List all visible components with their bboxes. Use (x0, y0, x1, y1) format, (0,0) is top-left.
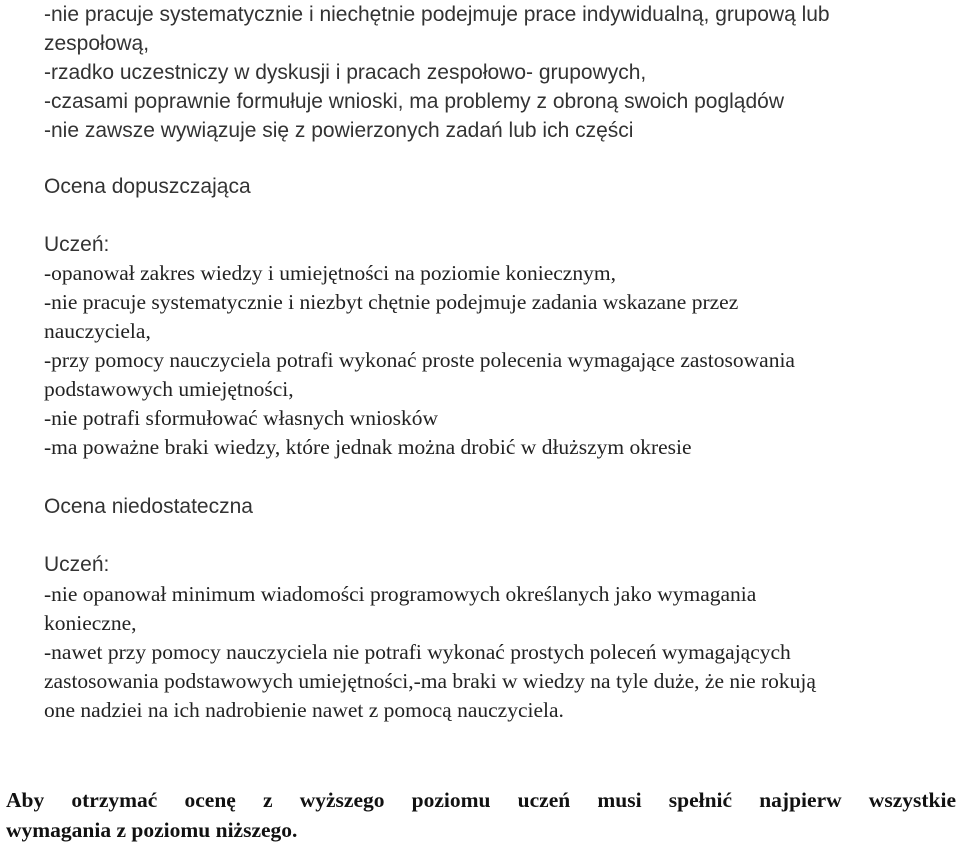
grade-dopuszczajaca-criteria (44, 259, 956, 462)
text-line: -opanował zakres wiedzy i umiejętności na poziomie koniecznym, (44, 261, 616, 285)
grade-niedostateczna-heading (44, 492, 956, 521)
note-line: wymagania z poziomu niższego. (6, 818, 298, 842)
text-line: nauczyciela, (44, 319, 151, 343)
text-line: zespołową, (44, 32, 150, 55)
text-line: zastosowania podstawowych umiejętności,-ma braki w wiedzy na tyle duże, że nie rokują (44, 669, 816, 693)
text-line: -nie zawsze wywiązuje się z powierzonych zadań lub ich części (44, 119, 634, 142)
text-line: -nawet przy pomocy nauczyciela nie potrafi wykonać prostych poleceń wymagających (44, 640, 791, 664)
student-label: Uczeń: (44, 233, 110, 256)
section-top (44, 0, 956, 145)
text-line: -przy pomocy nauczyciela potrafi wykonać proste polecenia wymagające zastosowania (44, 348, 795, 372)
student-label: Uczeń: (44, 553, 110, 576)
text-line: -rzadko uczestniczy w dyskusji i pracach zespołowo- grupowych, (44, 61, 647, 84)
grade-dopuszczajaca-heading (44, 172, 956, 201)
text-line: podstawowych umiejętności, (44, 377, 294, 401)
text-line: konieczne, (44, 611, 137, 635)
grade-heading: Ocena dopuszczająca (44, 175, 251, 198)
grade-niedostateczna-criteria (44, 580, 956, 725)
text-line: -nie pracuje systematycznie i niechętnie podejmuje prace indywidualną, grupową lub (44, 3, 830, 26)
student-label-2 (44, 550, 956, 579)
text-line: -nie pracuje systematycznie i niezbyt chętnie podejmuje zadania wskazane przez (44, 290, 739, 314)
requirement-note (6, 785, 956, 845)
grade-heading: Ocena niedostateczna (44, 495, 253, 518)
text-line: -ma poważne braki wiedzy, które jednak można drobić w dłuższym okresie (44, 435, 692, 459)
text-line: one nadziei na ich nadrobienie nawet z pomocą nauczyciela. (44, 698, 564, 722)
text-line: -nie opanował minimum wiadomości programowych określanych jako wymagania (44, 582, 757, 606)
note-line: Aby otrzymać ocenę z wyższego poziomu uczeń musi spełnić najpierw wszystkie (6, 788, 956, 812)
text-line: -nie potrafi sformułować własnych wniosków (44, 406, 439, 430)
student-label-1 (44, 230, 956, 259)
text-line: -czasami poprawnie formułuje wnioski, ma problemy z obroną swoich poglądów (44, 90, 785, 113)
